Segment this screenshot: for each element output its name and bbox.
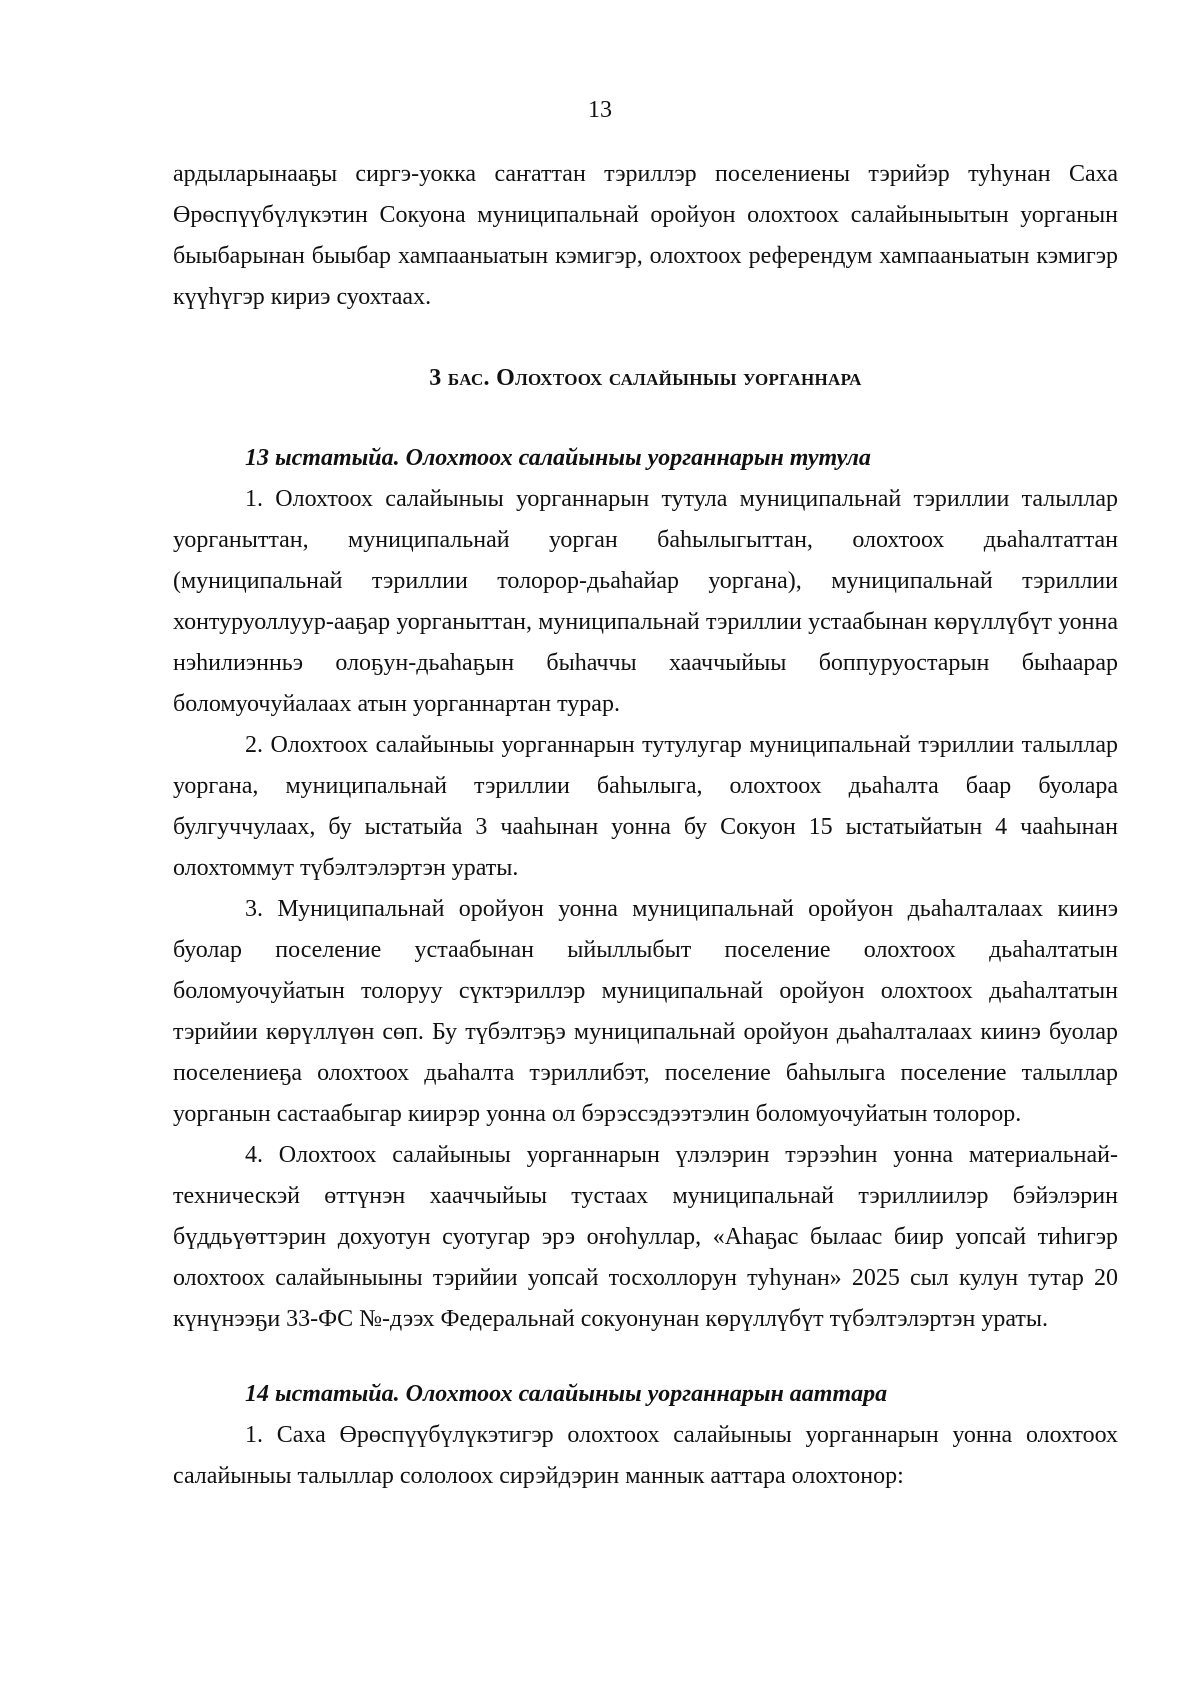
chapter-title: 3 бас. Олохтоох салайыныы уорганнара bbox=[429, 365, 862, 391]
article-13-paragraph-3: 3. Муниципальнай оройуон уонна муниципальнай оройуон дьаһалталаах киинэ буолар поселение устаабынан ыйыллыбыт поселение олохтоох дьаһалтатын боломуочуйатын толоруу сүктэриллэр муниципальнай оройуон олохтоох дьаһалтатын тэрийии көрүллүөн сөп. Бу түбэлтэҕэ муниципальнай оройуон дьаһалталаах киинэ буолар поселениеҕа олохтоох дьаһалта тэриллибэт, поселение баһылыга поселение талыллар уорганын састаабыгар киирэр уонна ол бэрэссэдээтэлин боломуочуйатын толорор. bbox=[173, 896, 1118, 1127]
article-13-title: 13 ыстатыйа. Олохтоох салайыныы уорганнарын тутула bbox=[245, 445, 871, 471]
section-spacer bbox=[173, 1340, 1118, 1374]
article-13-paragraph-1: 1. Олохтоох салайыныы уорганнарын тутула муниципальнай тэриллии талыллар уорганыттан, муниципальнай уорган баһылыгыттан, олохтоох дьаһалтаттан (муниципальнай тэриллии толорор-дьаһайар уоргана), муниципальнай тэриллии хонтуруоллуур-ааҕар уорганыттан, муниципальнай тэриллии устаабынан көрүллүбүт уонна нэһилиэнньэ олоҕун-дьаһаҕын быһаччы хааччыйыы боппуруостарын быһаарар боломуочуйалаах атын уорганнартан турар. bbox=[173, 486, 1118, 717]
article-14-title: 14 ыстатыйа. Олохтоох салайыныы уорганнарын ааттара bbox=[245, 1381, 888, 1407]
article-14-paragraph-1: 1. Саха Өрөспүүбүлүкэтигэр олохтоох салайыныы уорганнарын уонна олохтоох салайыныы талыллар сололоох сирэйдэрин маннык ааттара олохтонор: bbox=[173, 1422, 1118, 1489]
document-body bbox=[173, 154, 1118, 1497]
article-13-paragraph-2: 2. Олохтоох салайыныы уорганнарын тутулугар муниципальнай тэриллии талыллар уоргана, муниципальнай тэриллии баһылыга, олохтоох дьаһалта баар буолара булгуччулаах, бу ыстатыйа 3 чааһынан уонна бу Сокуон 15 ыстатыйатын 4 чааһынан олохтоммут түбэлтэлэртэн ураты. bbox=[173, 732, 1118, 881]
intro-paragraph: ардыларынааҕы сиргэ-уокка саҥаттан тэриллэр поселениены тэрийэр туһунан Саха Өрөспүүбүлүкэтин Сокуона муниципальнай оройуон олохтоох салайыныытын уорганын быыбарынан быыбар хампааныатын кэмигэр, олохтоох референдум хампааныатын кэмигэр күүһүгэр кириэ суохтаах. bbox=[173, 161, 1118, 310]
page-number: 13 bbox=[588, 97, 612, 123]
article-13-paragraph-4: 4. Олохтоох салайыныы уорганнарын үлэлэрин тэрээһин уонна материальнай-техническэй өттүнэн хааччыйыы тустаах муниципальнай тэриллиилэр бэйэлэрин бүддьүөттэрин дохуотун суотугар эрэ оҥоһуллар, «Аһаҕас былаас биир уопсай тиһигэр олохтоох салайыныыны тэрийии уопсай тосхоллорун туһунан» 2025 сыл кулун тутар 20 күнүнээҕи 33-ФС №-дээх Федеральнай сокуонунан көрүллүбүт түбэлтэлэртэн ураты. bbox=[173, 1142, 1118, 1332]
